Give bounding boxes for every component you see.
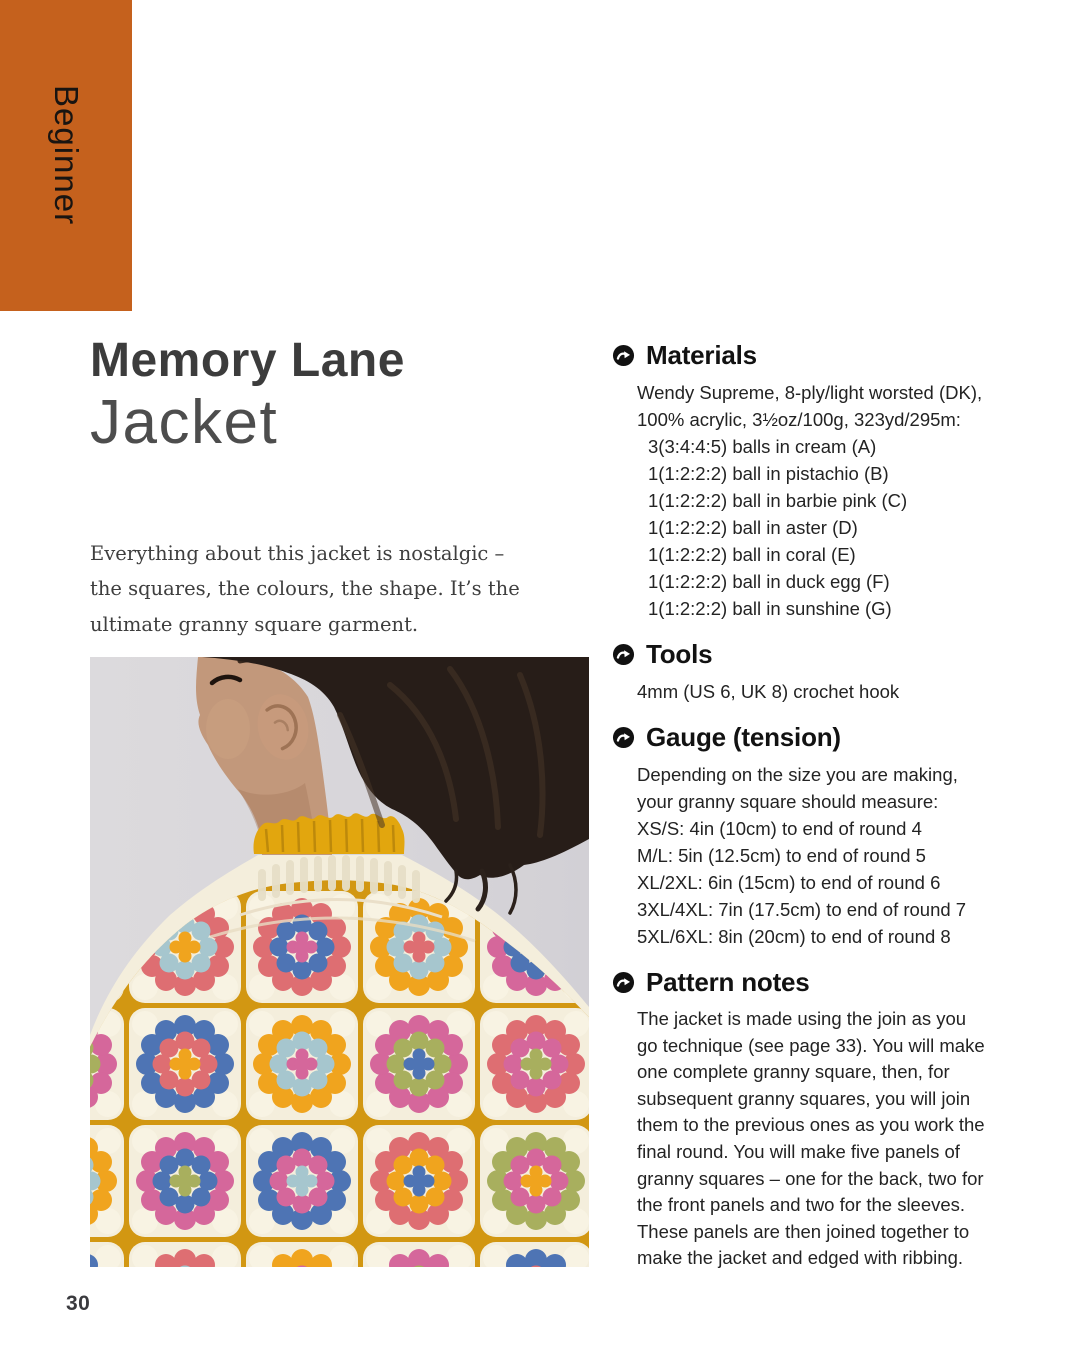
page-number: 30: [66, 1292, 91, 1315]
section-materials: [612, 340, 1024, 622]
tools-body: 4mm (US 6, UK 8) crochet hook: [637, 681, 900, 702]
gauge-intro: Depending on the size you are making, your granny square should measure:: [637, 764, 958, 812]
arrow-circle-icon: [612, 971, 635, 994]
gauge-list: [637, 815, 1024, 950]
materials-item: 1(1:2:2:2) ball in coral (E): [648, 544, 856, 565]
materials-heading-row: [612, 340, 1024, 370]
materials-item: 1(1:2:2:2) ball in aster (D): [648, 517, 858, 538]
pattern-notes-title: Pattern notes: [646, 967, 810, 997]
pattern-info-column: [612, 340, 1024, 1272]
jacket-photo: [90, 657, 589, 1267]
pattern-notes-heading-row: [612, 967, 1024, 997]
materials-item: 1(1:2:2:2) ball in barbie pink (C): [648, 490, 908, 511]
pattern-title-line1: Memory Lane: [90, 334, 405, 387]
gauge-heading-row: [612, 722, 1024, 752]
arrow-circle-icon: [612, 726, 635, 749]
section-pattern-notes: [612, 967, 1024, 1272]
pattern-notes-body: The jacket is made using the join as you go technique (see page 33). You will make one complete granny square, then, for subsequent granny squares, you will join them to the previous ones as you work the final round. You will make five panels of granny squares – one for the back, two for the front panels and two for the sleeves. These panels are then joined together to make the jacket and edged with ribbing.: [637, 1008, 985, 1269]
gauge-item: 3XL/4XL: 7in (17.5cm) to end of round 7: [637, 899, 967, 920]
gauge-item: XS/S: 4in (10cm) to end of round 4: [637, 818, 922, 839]
gauge-item: M/L: 5in (12.5cm) to end of round 5: [637, 845, 926, 866]
materials-item: 3(3:4:4:5) balls in cream (A): [648, 436, 877, 457]
materials-list: [648, 433, 1024, 622]
tools-title: Tools: [646, 639, 713, 669]
pattern-title-line2: Jacket: [90, 388, 279, 458]
materials-item: 1(1:2:2:2) ball in duck egg (F): [648, 571, 890, 592]
title-block: [90, 334, 405, 458]
section-gauge: [612, 722, 1024, 950]
tools-heading-row: [612, 639, 1024, 669]
materials-item: 1(1:2:2:2) ball in pistachio (B): [648, 463, 889, 484]
arrow-circle-icon: [612, 344, 635, 367]
section-tools: [612, 639, 1024, 705]
gauge-item: XL/2XL: 6in (15cm) to end of round 6: [637, 872, 941, 893]
gauge-item: 5XL/6XL: 8in (20cm) to end of round 8: [637, 926, 951, 947]
materials-intro: Wendy Supreme, 8-ply/light worsted (DK), 100% acrylic, 3½oz/100g, 323yd/295m:: [637, 382, 983, 430]
intro-paragraph: Everything about this jacket is nostalgic – the squares, the colours, the shape. It’s the ultimate granny square garment.: [90, 541, 520, 636]
difficulty-label: Beginner: [48, 85, 85, 226]
difficulty-tab: [0, 0, 132, 311]
arrow-circle-icon: [612, 643, 635, 666]
materials-item: 1(1:2:2:2) ball in sunshine (G): [648, 598, 892, 619]
gauge-title: Gauge (tension): [646, 722, 841, 752]
materials-title: Materials: [646, 340, 757, 370]
